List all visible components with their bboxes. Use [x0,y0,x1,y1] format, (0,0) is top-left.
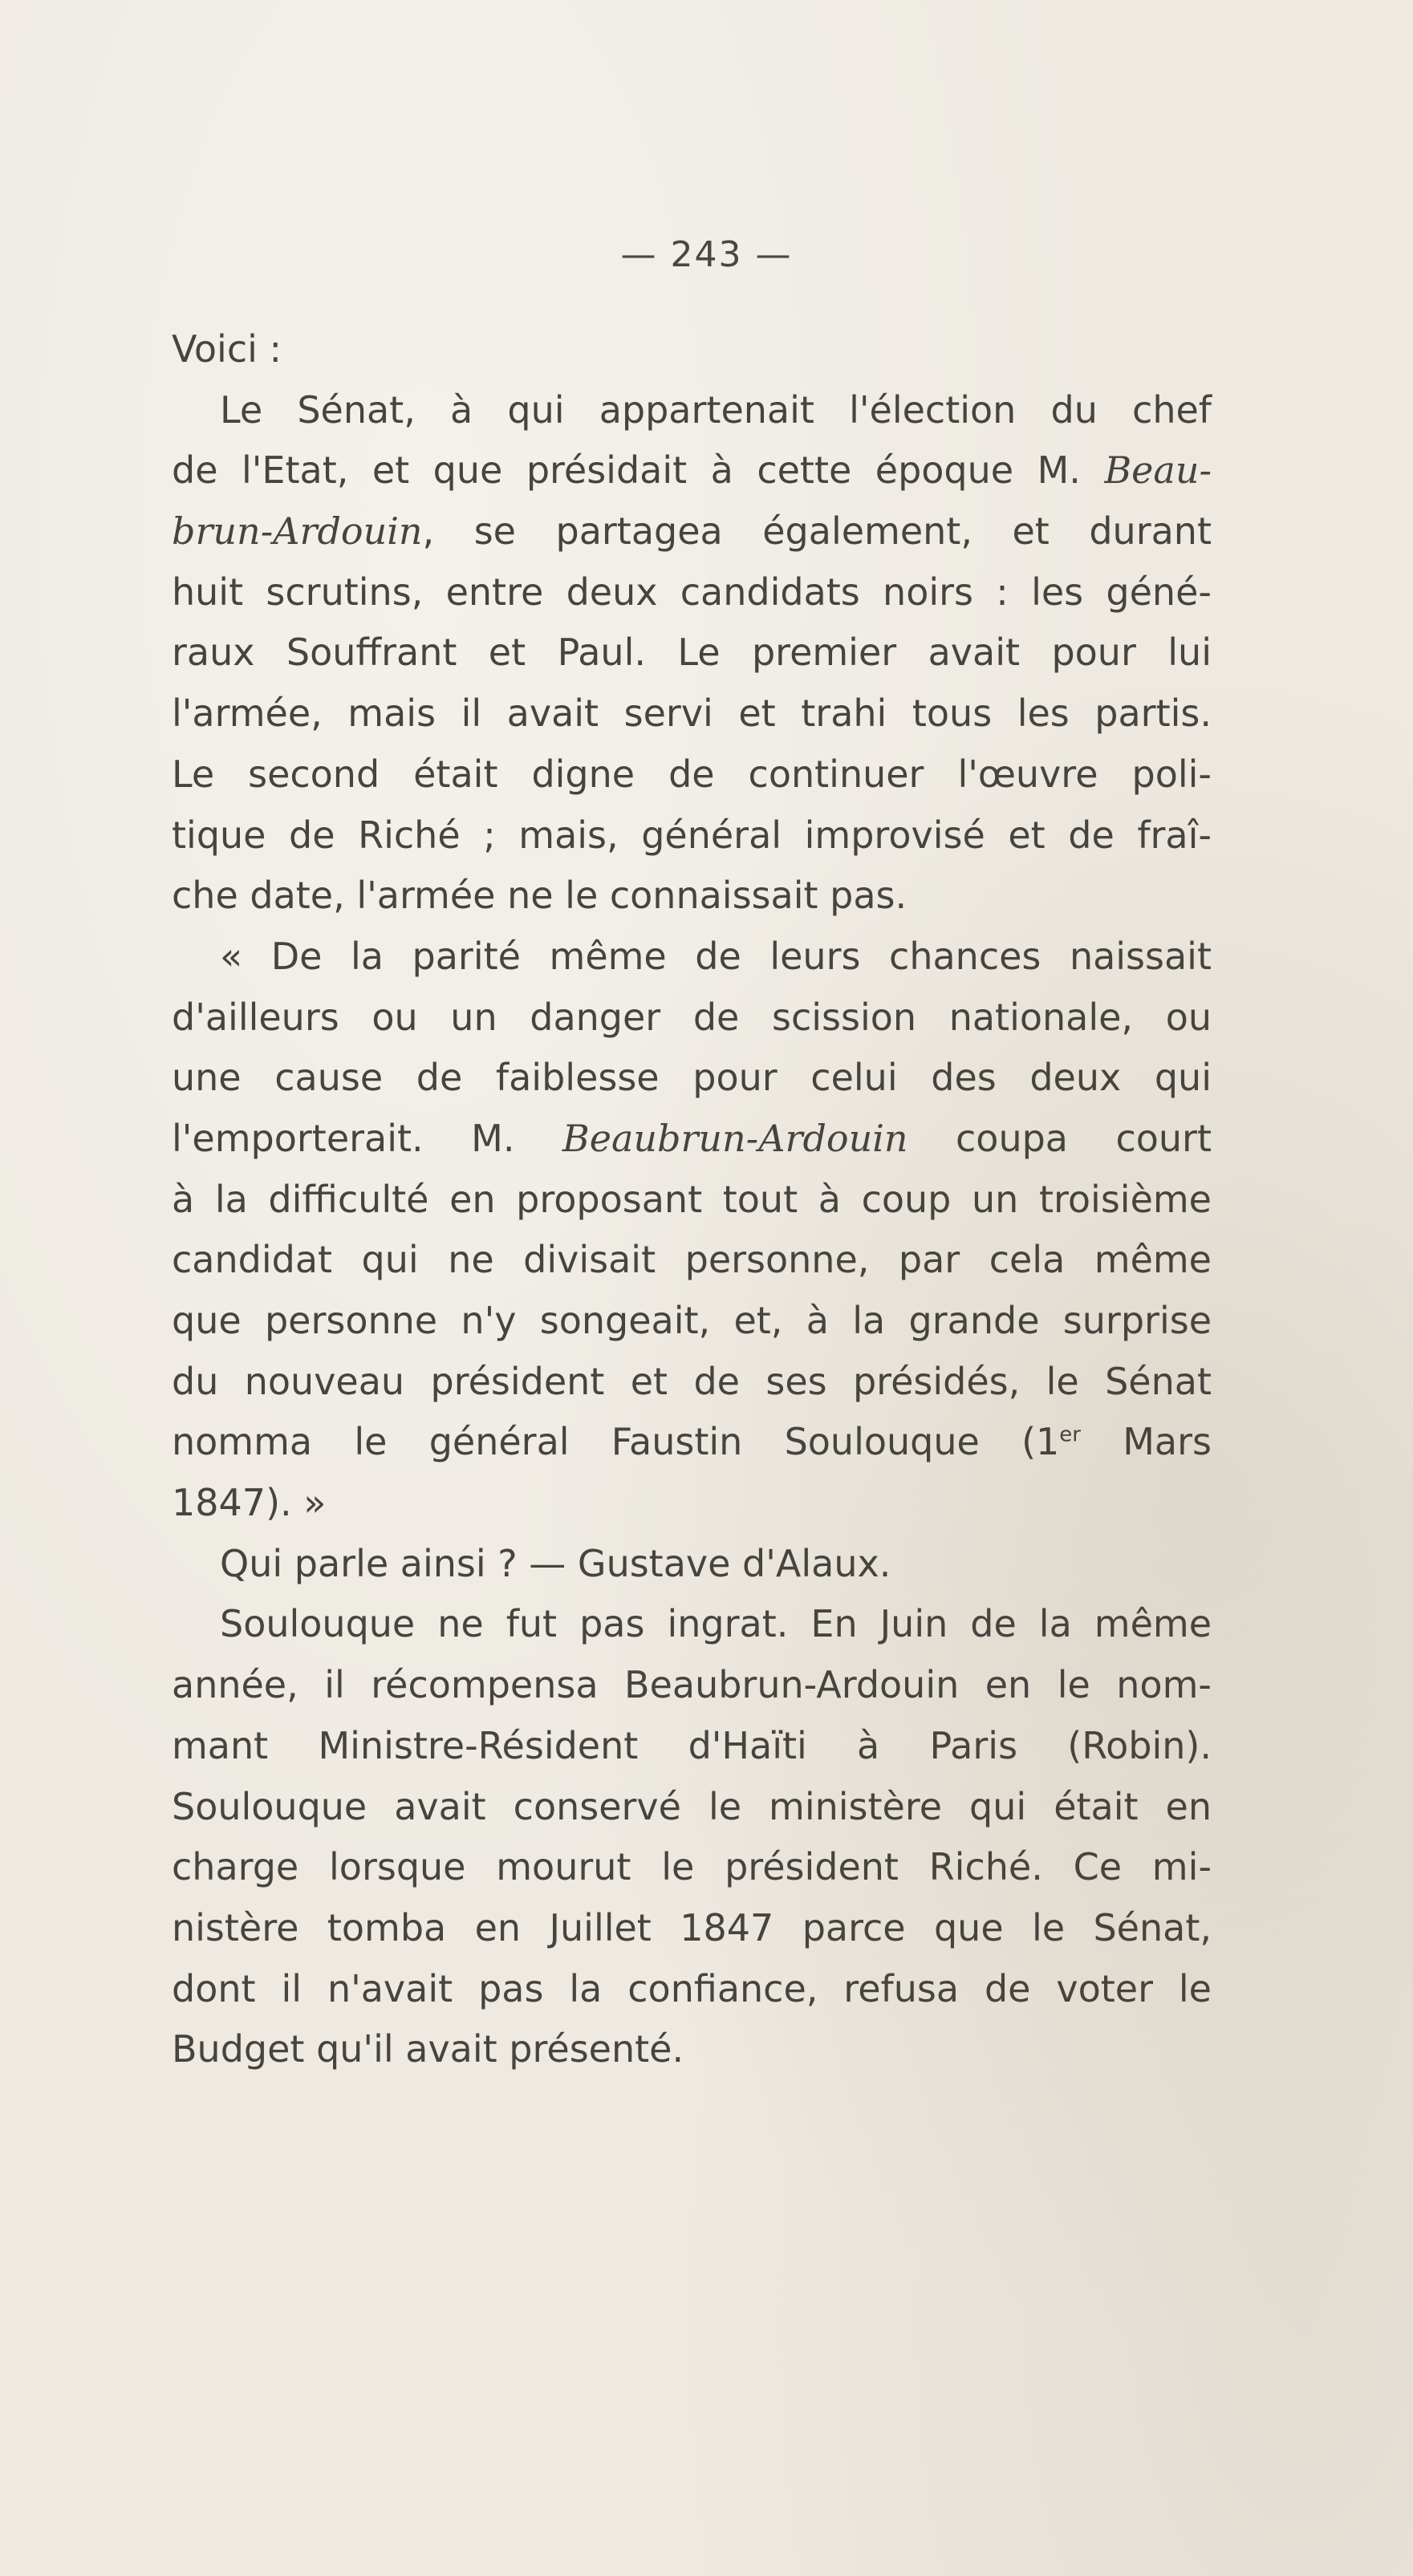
text-line: charge lorsque mourut le président Riché. Ce mi- [172,1845,1212,1889]
text-line: Soulouque avait conservé le ministère qui était en [172,1784,1212,1828]
body-text [172,319,1212,2080]
text-line [172,1412,1212,1473]
text-line: dont il n'avait pas la confiance, refusa de voter le [172,1966,1212,2010]
text-line: huit scrutins, entre deux candidats noirs : les géné- [172,570,1212,614]
text-run: , se partagea également, et durant [422,509,1212,554]
text-line: Budget qu'il avait présenté. [172,2027,684,2071]
text-line: « De la parité même de leurs chances naissait [220,934,1212,978]
text-run: l'emporterait. M. [172,1116,562,1160]
text-line: raux Souffrant et Paul. Le premier avait pour lui [172,631,1212,675]
text-run: nomma le général Faustin Soulouque (1 [172,1420,1060,1464]
text-run: de l'Etat, et que présidait à cette époque M. [172,448,1105,493]
text-line: du nouveau président et de ses présidés, le Sénat [172,1359,1212,1403]
superscript: er [1059,1423,1081,1448]
text-line: tique de Riché ; mais, général improvisé et de fraî- [172,813,1212,857]
text-line [172,440,1212,501]
text-line: année, il récompensa Beaubrun-Ardouin en le nom- [172,1663,1212,1707]
text-line: Le second était digne de continuer l'œuvre poli- [172,752,1212,796]
text-line [172,501,1212,562]
text-line: que personne n'y songeait, et, à la grande surprise [172,1299,1212,1342]
text-line: une cause de faiblesse pour celui des deux qui [172,1056,1212,1100]
text-line: 1847). » [172,1481,327,1525]
text-line: Voici : [172,327,282,371]
text-line: d'ailleurs ou un danger de scission nationale, ou [172,995,1212,1039]
text-run: coupa court [907,1116,1212,1160]
text-line: Soulouque ne fut pas ingrat. En Juin de la même [220,1602,1212,1646]
italic-name: Beaubrun-Ardouin [562,1116,908,1160]
text-line [172,1109,1212,1170]
text-line: nistère tomba en Juillet 1847 parce que le Sénat, [172,1905,1212,1949]
text-line: Le Sénat, à qui appartenait l'élection du chef [220,387,1212,432]
text-line: l'armée, mais il avait servi et trahi tous les partis. [172,692,1212,736]
text-line: mant Ministre-Résident d'Haïti à Paris (Robin). [172,1723,1212,1767]
italic-name: Beau- [1104,448,1212,493]
text-line: Qui parle ainsi ? — Gustave d'Alaux. [220,1541,891,1585]
page-number: — 243 — [620,234,793,275]
italic-name: brun-Ardouin [172,509,423,554]
text-line: à la difficulté en proposant tout à coup un troisième [172,1177,1212,1221]
text-run: Mars [1080,1420,1212,1464]
text-line: candidat qui ne divisait personne, par cela même [172,1238,1212,1282]
text-line: che date, l'armée ne le connaissait pas. [172,874,907,918]
